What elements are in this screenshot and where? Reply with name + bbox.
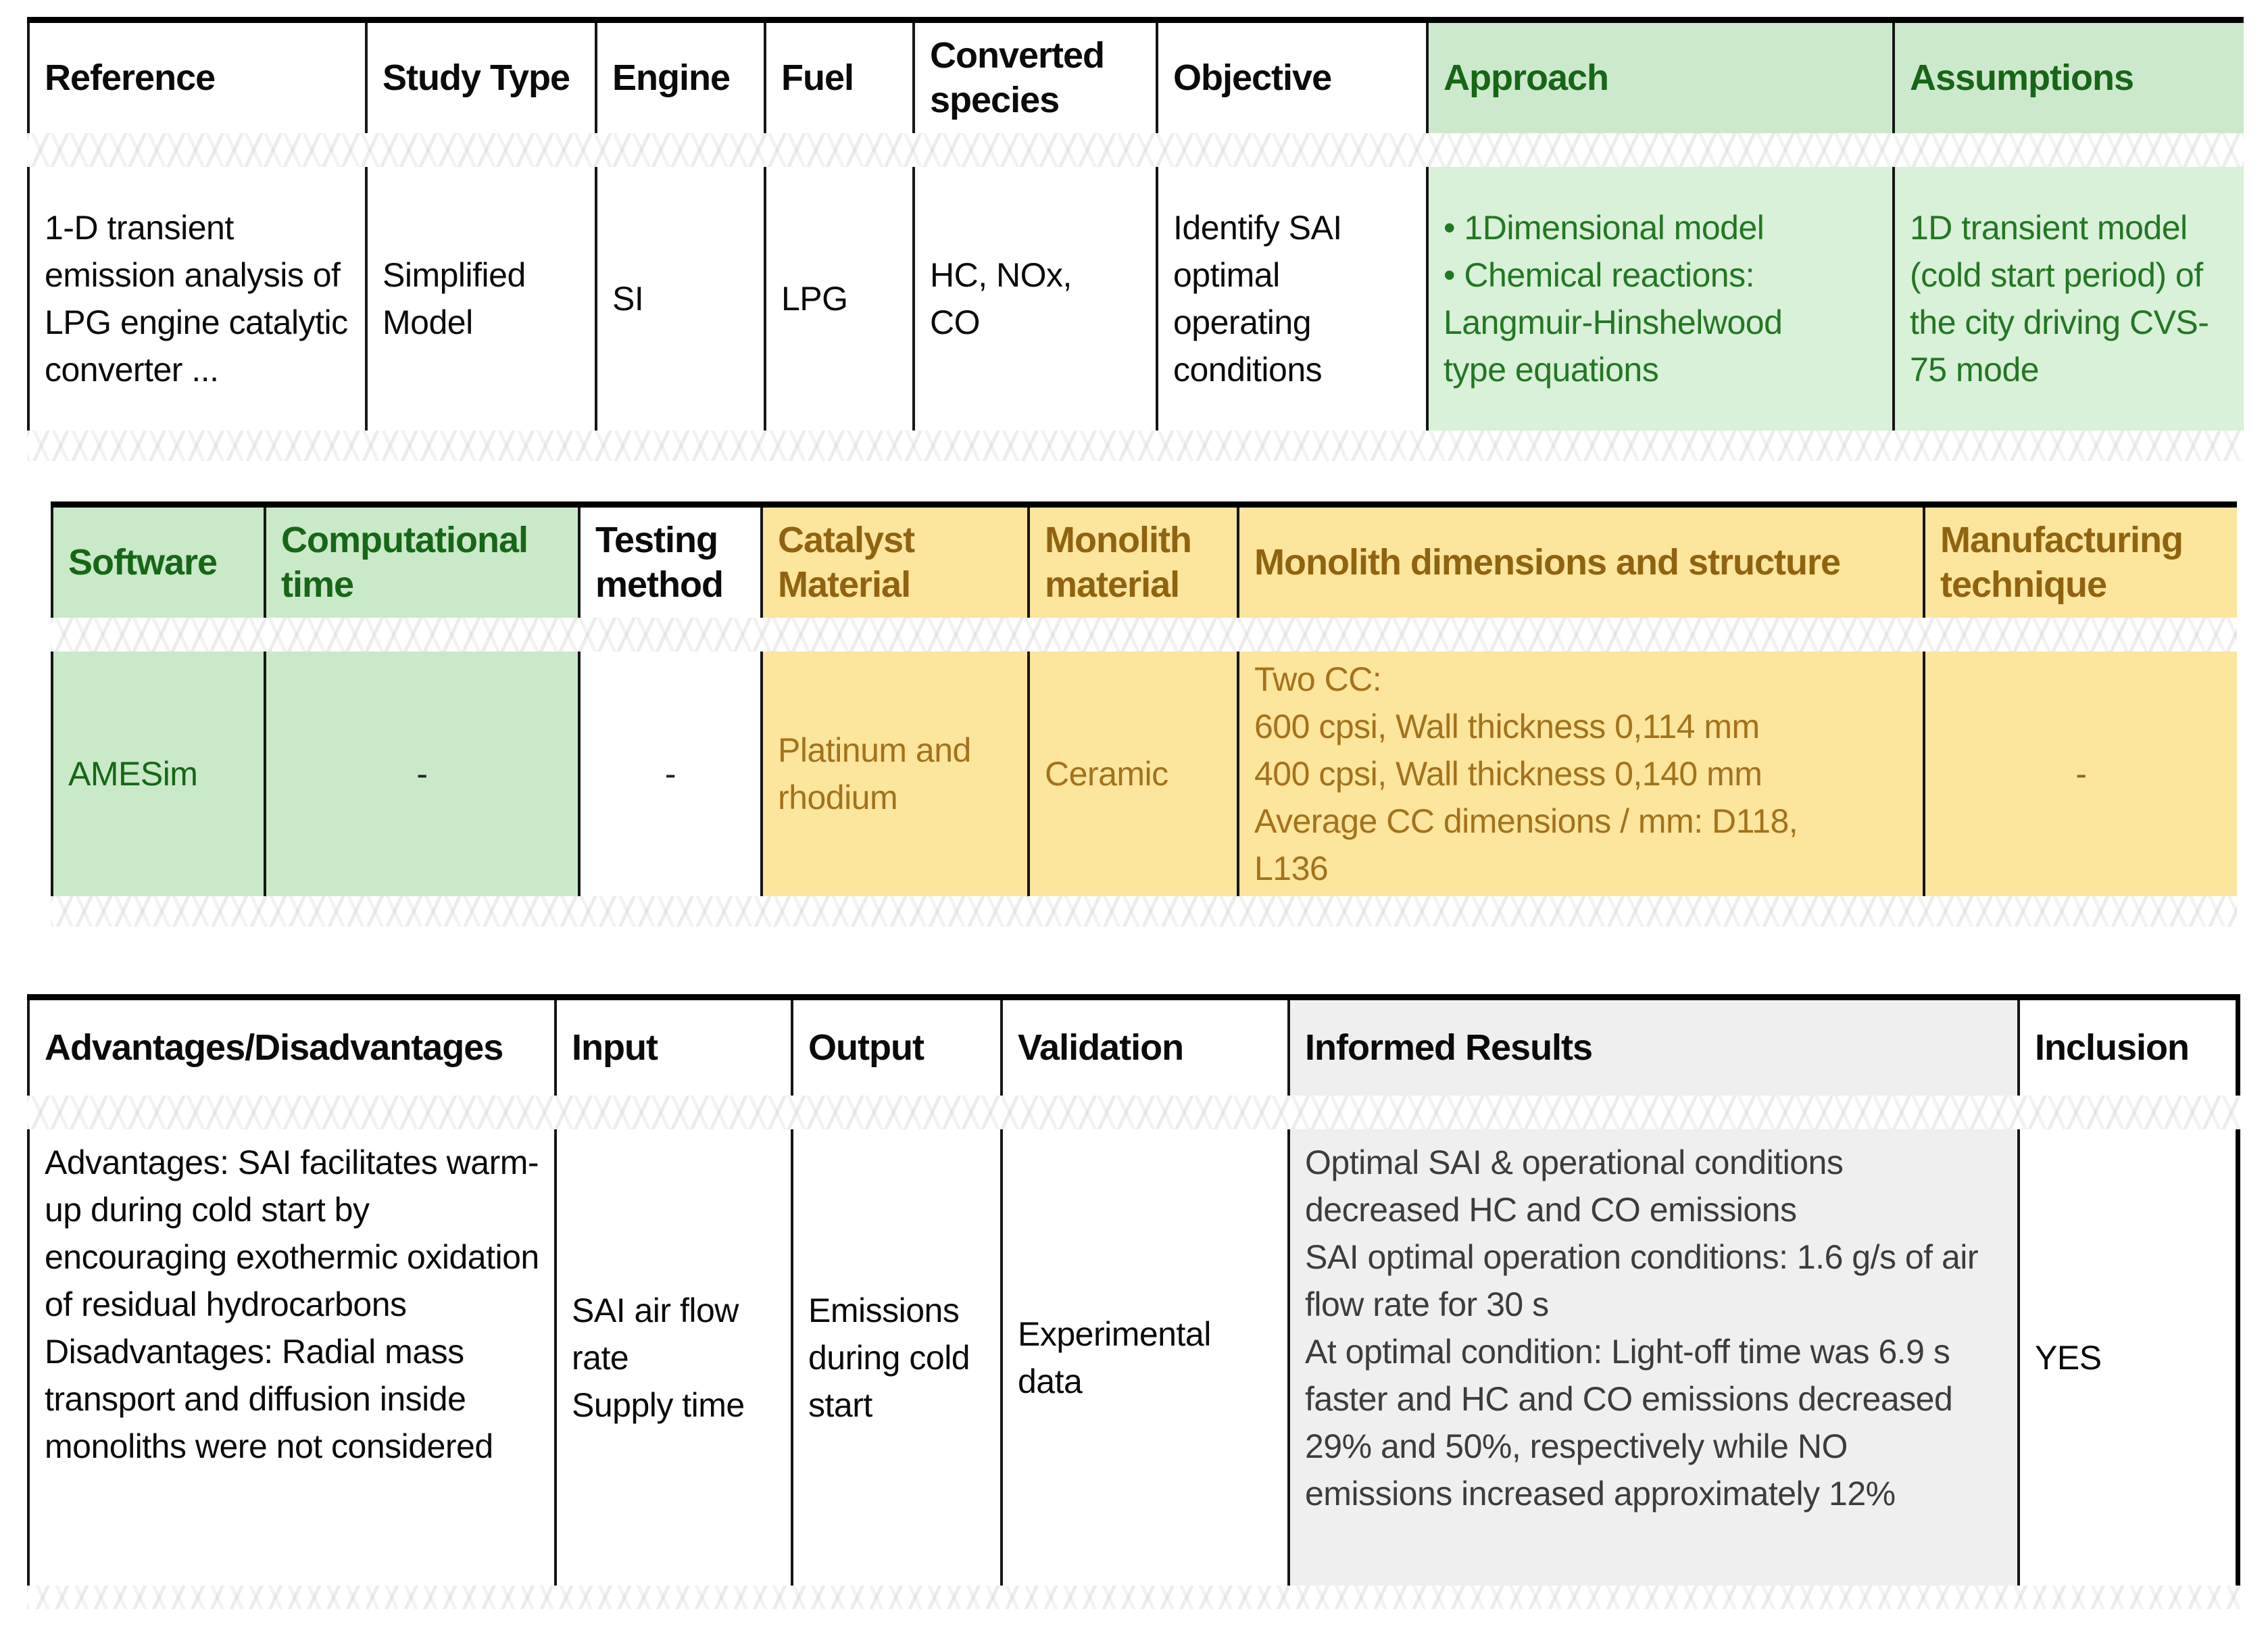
torn-edge [27,1586,2240,1609]
evaluation-data-row [27,1129,2240,1586]
col-header-catalyst-material: Catalyst Material [760,508,1027,618]
cell-monolith-dimensions: Two CC: 600 cpsi, Wall thickness 0,114 mm 400 cpsi, Wall thickness 0,140 mm Average CC dimensions / mm: D118, L136 [1237,652,1923,896]
cell-study-type: Simplified Model [365,167,595,431]
cell-objective: Identify SAI optimal operating conditions [1156,167,1426,431]
torn-edge [51,618,2237,652]
col-header-input: Input [554,1000,791,1096]
cell-engine: SI [595,167,764,431]
col-header-computational-time: Computational time [264,508,578,618]
cell-input: SAI air flow rate Supply time [554,1129,791,1586]
model-details-data-row [51,652,2237,896]
model-details-header-row [51,501,2237,618]
document-page [0,17,2268,1645]
cell-informed-results: Optimal SAI & operational conditions decreased HC and CO emissions SAI optimal operation conditions: 1.6 g/s of air flow rate for 30 s At optimal condition: Light-off time was 6.9 s faster and HC and CO emissions decreased 29% and 50%, respectively while NO emissions increased approximately 12% [1287,1129,2017,1586]
cell-fuel: LPG [764,167,912,431]
evaluation-header-row [27,994,2240,1096]
torn-edge [51,896,2237,927]
cell-output: Emissions during cold start [791,1129,1000,1586]
cell-manufacturing-technique: - [1923,652,2237,896]
study-summary-header-row [27,17,2244,133]
col-header-validation: Validation [1000,1000,1287,1096]
col-header-software: Software [51,508,264,618]
col-header-objective: Objective [1156,23,1426,133]
cell-validation: Experimental data [1000,1129,1287,1586]
cell-converted-species: HC, NOx, CO [912,167,1156,431]
torn-edge [27,431,2244,461]
col-header-advantages-disadvantages: Advantages/Disadvantages [27,1000,554,1096]
col-header-converted-species: Converted species [912,23,1156,133]
col-header-inclusion: Inclusion [2017,1000,2240,1096]
evaluation-table [27,994,2240,1609]
cell-assumptions: 1D transient model (cold start period) of the city driving CVS-75 mode [1892,167,2244,431]
cell-catalyst-material: Platinum and rhodium [760,652,1027,896]
model-details-table [51,501,2237,927]
col-header-monolith-material: Monolith material [1027,508,1237,618]
col-header-output: Output [791,1000,1000,1096]
col-header-manufacturing-technique: Manufacturing technique [1923,508,2237,618]
col-header-reference: Reference [27,23,365,133]
cell-monolith-material: Ceramic [1027,652,1237,896]
cell-computational-time: - [264,652,578,896]
col-header-engine: Engine [595,23,764,133]
col-header-informed-results: Informed Results [1287,1000,2017,1096]
study-summary-data-row [27,167,2244,431]
col-header-study-type: Study Type [365,23,595,133]
torn-edge [27,133,2244,167]
col-header-approach: Approach [1426,23,1892,133]
cell-advantages-disadvantages: Advantages: SAI facilitates warm-up during cold start by encouraging exothermic oxidation of residual hydrocarbons Disadvantages: Radial mass transport and diffusion inside monoliths were not considered [27,1129,554,1586]
cell-approach: • 1Dimensional model • Chemical reactions: Langmuir-Hinshelwood type equations [1426,167,1892,431]
col-header-assumptions: Assumptions [1892,23,2244,133]
cell-testing-method: - [578,652,760,896]
study-summary-table [27,17,2244,461]
col-header-fuel: Fuel [764,23,912,133]
torn-edge [27,1096,2240,1129]
col-header-monolith-dimensions: Monolith dimensions and structure [1237,508,1923,618]
cell-software: AMESim [51,652,264,896]
cell-inclusion: YES [2017,1129,2240,1586]
col-header-testing-method: Testing method [578,508,760,618]
cell-reference: 1-D transient emission analysis of LPG engine catalytic converter ... [27,167,365,431]
